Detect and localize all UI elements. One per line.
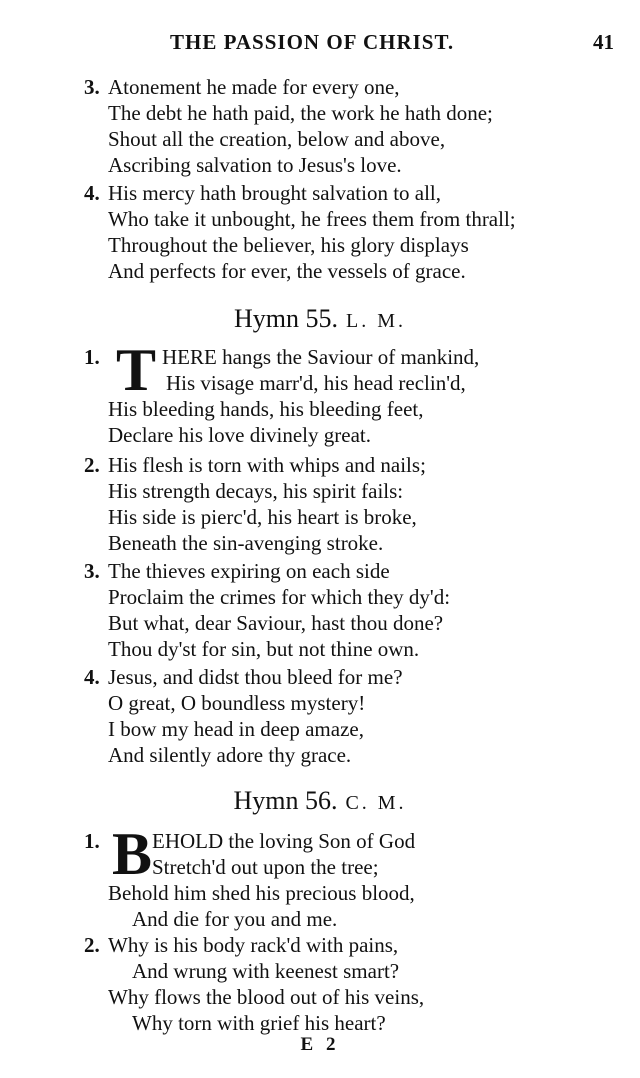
verse-line: And wrung with keenest smart?	[132, 959, 400, 983]
verse-line: His bleeding hands, his bleeding feet,	[108, 397, 424, 421]
verse-line: His mercy hath brought salvation to all,	[108, 181, 442, 205]
hymn-meter: C. M.	[345, 792, 407, 814]
verse-line: But what, dear Saviour, hast thou done?	[108, 611, 444, 635]
verse-line: Who take it unbought, he frees them from thrall;	[108, 207, 516, 231]
verse-number: 4.	[84, 665, 100, 689]
verse-line: His visage marr'd, his head reclin'd,	[166, 371, 466, 395]
running-title: THE PASSION OF CHRIST.	[170, 30, 455, 54]
verse-number: 2.	[84, 453, 100, 477]
verse-line: EHOLD the loving Son of God	[152, 829, 416, 853]
verse-number: 1.	[84, 829, 100, 853]
drop-cap: T	[116, 337, 157, 403]
verse-number: 4.	[84, 181, 100, 205]
drop-cap: B	[112, 821, 153, 887]
signature-mark: E 2	[300, 1034, 340, 1055]
verse-line: And die for you and me.	[132, 907, 338, 931]
hymn-55-heading	[0, 304, 640, 334]
verse-line: Why is his body rack'd with pains,	[108, 933, 399, 957]
verse-number: 3.	[84, 559, 100, 583]
verse-line: And perfects for ever, the vessels of grace.	[108, 259, 466, 283]
verse-line: Jesus, and didst thou bleed for me?	[108, 665, 403, 689]
hymn-title: Hymn 56.	[233, 786, 338, 815]
verse-line: Atonement he made for every one,	[108, 75, 400, 99]
verse-number: 1.	[84, 345, 100, 369]
verse-line: O great, O boundless mystery!	[108, 691, 366, 715]
verse-line: Thou dy'st for sin, but not thine own.	[108, 637, 420, 661]
verse-line: His side is pierc'd, his heart is broke,	[108, 505, 417, 529]
verse-line: Declare his love divinely great.	[108, 423, 371, 447]
verse-line: Ascribing salvation to Jesus's love.	[108, 153, 402, 177]
verse-line: Shout all the creation, below and above,	[108, 127, 446, 151]
verse-number: 3.	[84, 75, 100, 99]
verse-line: Throughout the believer, his glory displays	[108, 233, 469, 257]
verse-line: Behold him shed his precious blood,	[108, 881, 415, 905]
hymn-56-heading	[0, 786, 640, 816]
hymn-title: Hymn 55.	[234, 304, 338, 333]
verse-line: Why flows the blood out of his veins,	[108, 985, 425, 1009]
verse-line: And silently adore thy grace.	[108, 743, 352, 767]
verse-line: His flesh is torn with whips and nails;	[108, 453, 426, 477]
page-header	[0, 30, 640, 64]
verse-number: 2.	[84, 933, 100, 957]
hymn-meter: L. M.	[346, 310, 406, 332]
verse-line: Proclaim the crimes for which they dy'd:	[108, 585, 451, 609]
verse-line: Why torn with grief his heart?	[132, 1011, 386, 1035]
verse-line: The debt he hath paid, the work he hath done;	[108, 101, 493, 125]
verse-line: The thieves expiring on each side	[108, 559, 390, 583]
verse-line: HERE hangs the Saviour of mankind,	[162, 345, 480, 369]
verse-line: Stretch'd out upon the tree;	[152, 855, 379, 879]
verse-line: Beneath the sin-avenging stroke.	[108, 531, 384, 555]
page-number: 41	[593, 30, 614, 54]
verse-line: I bow my head in deep amaze,	[108, 717, 364, 741]
verse-line: His strength decays, his spirit fails:	[108, 479, 404, 503]
